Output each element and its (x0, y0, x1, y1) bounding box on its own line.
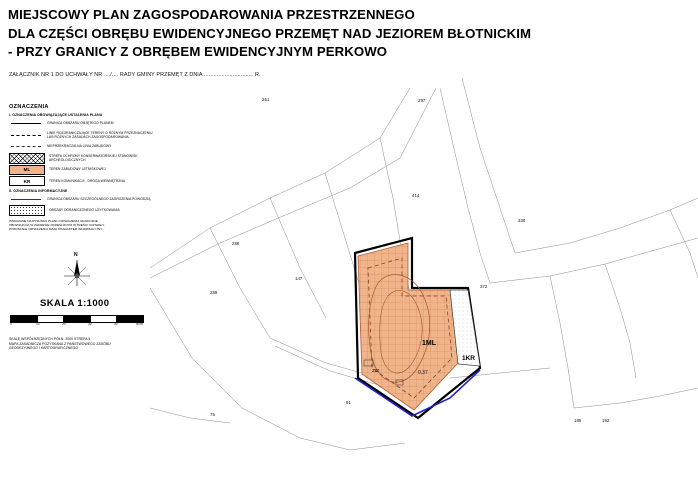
legend-item-flood-zone (9, 194, 159, 205)
dotted-pattern-icon (9, 205, 45, 216)
parcel-number: 372 (480, 284, 488, 289)
parcel-number: 76 (210, 412, 215, 417)
parcel-number: 289 (210, 290, 218, 295)
legend-item-label: LINIE ROZGRANICZAJĄCE TERENY O RÓŻNYM PRZEZNACZENIU LUB RÓŻNYCH ZASADACH ZAGOSPODAROWANIA (47, 130, 153, 139)
area-label: 0,37 (418, 370, 428, 376)
map-canvas[interactable] (150, 78, 698, 478)
parcel-number: 91 (346, 400, 351, 405)
scale-tick: 40 (114, 322, 118, 326)
plot-code-kr: 1KR (462, 355, 476, 362)
page-title (8, 6, 608, 62)
flood-line-icon (9, 195, 43, 204)
cadastral-map[interactable] (150, 78, 698, 478)
legend-note (9, 219, 159, 231)
scale-title: SKALA 1:1000 (40, 298, 110, 309)
legend-item-label: NIEPRZEKRACZALNA LINIA ZABUDOWY (47, 144, 112, 149)
scale-tick: 0 (10, 322, 12, 326)
title-line-2: DLA CZĘŚCI OBRĘBU EWIDENCYJNEGO PRZEMĘT NAD JEZIOREM BŁOTNICKIM (8, 25, 532, 41)
title-line-3: - PRZY GRANICY Z OBRĘBEM EWIDENCYJNYM PERKOWO (8, 44, 388, 59)
plan-boundary-line-icon (9, 119, 43, 128)
parcel-number: 330 (518, 218, 526, 223)
parcel-number: 261 (262, 97, 270, 102)
legend-group-2-title: II. OZNACZENIA INFORMACYJNE (9, 188, 68, 193)
credit-line-2: MAPA ZASADNICZA POZYSKANA Z PAŃSTWOWEGO ZASOBU (9, 341, 111, 346)
north-arrow-icon (48, 252, 106, 296)
legend-item-restricted-use (9, 205, 159, 216)
legend-item-ml (9, 164, 159, 175)
scale-tick: 30 (88, 322, 92, 326)
map-credits (9, 337, 111, 351)
credit-line-3: GEODEZYJNEGO I KARTOGRAFICZNEGO (9, 346, 79, 351)
scale-tick: 10 (36, 322, 40, 326)
division-line-icon (9, 131, 43, 140)
legend-item-archaeological-zone (9, 153, 159, 164)
parcel-number: 297 (418, 98, 426, 103)
legend-item-label: GRANICA OBSZARU OBJĘTEGO PLANEM (47, 121, 114, 126)
legend-note-line-1: WSKAZANE NA RYSUNKU PLANU OZNACZENIA GRAFICZNE (9, 219, 98, 223)
scale-tick: 20 (62, 322, 66, 326)
parcel-number: 220 (372, 368, 380, 373)
scale-tick: 50 m (136, 322, 144, 326)
building-line-icon (9, 142, 43, 151)
resolution-subtitle: ZAŁĄCZNIK NR 1 DO UCHWAŁY NR ..../.... RADY GMINY PRZEMĘT Z DNIA ............................... R. (9, 72, 261, 78)
legend-item-label: STREFA OCHRONY KONSERWATORSKIEJ STANOWISK ARCHEOLOGICZNYCH (49, 153, 138, 162)
legend-note-line-3: POZOSTAŁE OZNACZENIA MAJĄ CHARAKTER INFORMACYJNY. (9, 227, 103, 231)
ml-zone-area[interactable] (358, 243, 458, 410)
north-arrow-label: N (74, 252, 78, 258)
legend-item-building-line (9, 141, 159, 152)
legend-item-division-lines (9, 130, 159, 141)
legend-item-label: OBSZAR OGRANICZONEGO UŻYTKOWANIA (49, 208, 120, 213)
credit-line-1: SKALĘ WSPÓŁRZĘDNYCH PÓŁN. 2000 STREFA 5 (9, 337, 91, 341)
hatch-pattern-icon (9, 153, 45, 164)
parcel-number: 185 (574, 418, 582, 423)
plot-code-ml: 1ML (422, 340, 436, 347)
parcel-number: 147 (295, 276, 303, 281)
legend-item-kr (9, 176, 159, 187)
scale-ticks (8, 322, 148, 330)
north-arrow (48, 252, 106, 296)
legend (9, 104, 159, 231)
legend-item-plan-boundary (9, 118, 159, 129)
parcel-number: 286 (232, 241, 240, 246)
legend-group-1-title: I. OZNACZENIA OBOWIĄZUJĄCE USTALENIA PLANU (9, 113, 103, 117)
legend-item-label: TEREN ZABUDOWY LETNISKOWEJ (49, 167, 106, 172)
legend-item-label: GRANICA OBSZARU SZCZEGÓLNEGO ZAGROŻENIA POWODZIĄ (47, 196, 151, 201)
kr-swatch-icon: KR (9, 176, 45, 186)
parcel-number: 192 (602, 418, 610, 423)
ml-swatch-icon: ML (9, 165, 45, 175)
parcel-number: 414 (412, 193, 420, 198)
title-line-1: MIEJSCOWY PLAN ZAGOSPODAROWANIA PRZESTRZENNEGO (8, 7, 415, 22)
legend-heading: OZNACZENIA (9, 104, 49, 110)
legend-note-line-2: OBOWIĄZUJĄ W ZAKRESIE OKREŚLONYM W TREŚCI UCHWAŁY. (9, 223, 105, 227)
legend-item-label: TEREN KOMUNIKACJI - DROGA WEWNĘTRZNA (49, 178, 126, 183)
